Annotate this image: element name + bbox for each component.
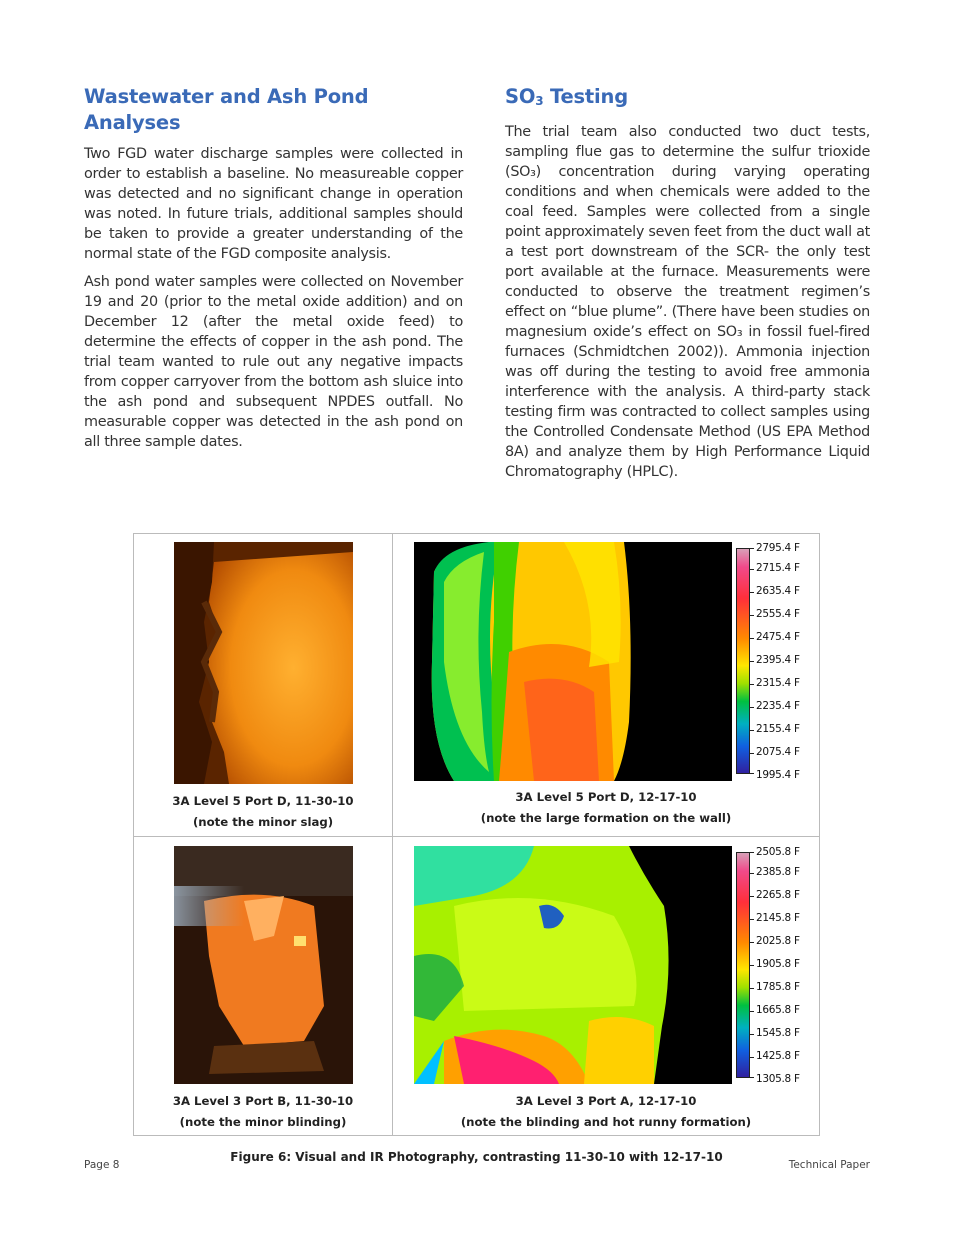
caption-top-right bbox=[393, 787, 819, 829]
scale-bottom-label-10: 1305.8 F bbox=[756, 1073, 800, 1085]
figure-cell-top-left bbox=[134, 534, 392, 836]
caption-bottom-right-line1: 3A Level 3 Port A, 12-17-10 bbox=[515, 1094, 697, 1108]
scale-top-label-1: 2715.4 F bbox=[756, 562, 800, 574]
scale-top-label-3: 2555.4 F bbox=[756, 608, 800, 620]
temperature-scale-top bbox=[736, 542, 816, 782]
figure-6-grid bbox=[133, 533, 820, 1136]
ir-image-level5 bbox=[414, 542, 732, 781]
scale-top-label-5: 2395.4 F bbox=[756, 654, 800, 666]
heading-so-text: SO bbox=[505, 85, 536, 108]
paragraph-fgd: Two FGD water discharge samples were collected in order to establish a baseline. No measureable copper was detected and no significant change in operation was noted. In future trials, additional samples should be taken to provide a greater understanding of the normal state of the FGD composite analysis. bbox=[84, 146, 463, 262]
scale-top-label-6: 2315.4 F bbox=[756, 677, 800, 689]
ir-image-level3 bbox=[414, 846, 732, 1084]
scale-top-label-9: 2075.4 F bbox=[756, 746, 800, 758]
page-number: Page 8 bbox=[84, 1159, 120, 1171]
scale-top-label-7: 2235.4 F bbox=[756, 700, 800, 712]
scale-bar-top bbox=[736, 548, 750, 774]
caption-bottom-right bbox=[393, 1091, 819, 1133]
caption-top-left-line1: 3A Level 5 Port D, 11-30-10 bbox=[172, 794, 354, 808]
scale-bottom-label-6: 1785.8 F bbox=[756, 981, 800, 993]
scale-bottom-label-7: 1665.8 F bbox=[756, 1004, 800, 1016]
scale-bar-bottom bbox=[736, 852, 750, 1078]
scale-top-label-4: 2475.4 F bbox=[756, 631, 800, 643]
figure-cell-top-right bbox=[393, 534, 819, 836]
caption-bottom-left-line1: 3A Level 3 Port B, 11-30-10 bbox=[172, 1094, 354, 1108]
scale-top-label-8: 2155.4 F bbox=[756, 723, 800, 735]
figure-cell-bottom-left bbox=[134, 837, 392, 1135]
scale-bottom-label-5: 1905.8 F bbox=[756, 958, 800, 970]
scale-top-label-0: 2795.4 F bbox=[756, 542, 800, 554]
ir-image-level5-image bbox=[414, 542, 732, 781]
furnace-photo-level5-image bbox=[174, 542, 353, 784]
caption-top-right-line2: (note the large formation on the wall) bbox=[480, 811, 732, 825]
scale-bottom-label-1: 2385.8 F bbox=[756, 866, 800, 878]
caption-bottom-left-line2: (note the minor blinding) bbox=[179, 1115, 347, 1129]
scale-bottom-label-2: 2265.8 F bbox=[756, 889, 800, 901]
scale-bottom-label-8: 1545.8 F bbox=[756, 1027, 800, 1039]
figure-cell-bottom-right bbox=[393, 837, 819, 1135]
section-heading-wastewater: Wastewater and Ash Pond Analyses bbox=[84, 85, 369, 134]
figure-caption: Figure 6: Visual and IR Photography, contrasting 11-30-10 with 12-17-10 bbox=[230, 1150, 723, 1164]
paragraph-ash-pond: Ash pond water samples were collected on November 19 and 20 (prior to the metal oxide addition) and on December 12 (after the metal oxide feed) to determine the effects of copper in the ash pond. The trial team wanted to rule out any negative impacts from copper carryover from the bottom ash sluice into the ash pond and subsequent NPDES outfall. No measurable copper was detected in the ash pond on all three sample dates. bbox=[84, 274, 463, 450]
scale-top-label-10: 1995.4 F bbox=[756, 769, 800, 781]
caption-bottom-right-line2: (note the blinding and hot runny formation) bbox=[460, 1115, 752, 1129]
temperature-scale-bottom bbox=[736, 846, 816, 1086]
section-heading-so3 bbox=[505, 84, 870, 114]
paragraph-so3: The trial team also conducted two duct tests, sampling flue gas to determine the sulfur trioxide (SO₃) concentration during varying operating conditions and when chemicals were added to the coal feed. Samples were collected from a single point approximately seven feet from the duct wall at a test port downstream of the SCR- the only test port available at the furnace. Measurements were conducted to observe the treatment regimen’s effect on “blue plume”. (There have been studies on magnesium oxide’s effect on SO₃ in fossil fuel-fired furnaces (Schmidtchen 2002)). Ammonia injection was off during the testing to avoid free ammonia interference with the analysis. A third-party stack testing firm was contracted to collect samples using the Controlled Condensate Method (US EPA Method 8A) and analyze them by High Performance Liquid Chromatography (HPLC). bbox=[505, 124, 870, 480]
heading-subscript: 3 bbox=[535, 94, 544, 108]
document-type: Technical Paper bbox=[788, 1159, 870, 1171]
caption-top-left-line2: (note the minor slag) bbox=[192, 815, 334, 829]
caption-top-right-line1: 3A Level 5 Port D, 12-17-10 bbox=[515, 790, 697, 804]
heading-testing-text: Testing bbox=[543, 85, 628, 108]
scale-bottom-label-0: 2505.8 F bbox=[756, 846, 800, 858]
furnace-photo-level3 bbox=[174, 846, 353, 1084]
scale-bottom-label-3: 2145.8 F bbox=[756, 912, 800, 924]
right-column bbox=[505, 84, 870, 490]
ir-image-level3-image bbox=[414, 846, 732, 1084]
scale-bottom-label-4: 2025.8 F bbox=[756, 935, 800, 947]
caption-bottom-left bbox=[134, 1091, 392, 1133]
scale-top-label-2: 2635.4 F bbox=[756, 585, 800, 597]
caption-top-left bbox=[134, 791, 392, 833]
furnace-photo-level5 bbox=[174, 542, 353, 784]
left-column bbox=[84, 84, 463, 460]
scale-bottom-label-9: 1425.8 F bbox=[756, 1050, 800, 1062]
furnace-photo-level3-image bbox=[174, 846, 353, 1084]
